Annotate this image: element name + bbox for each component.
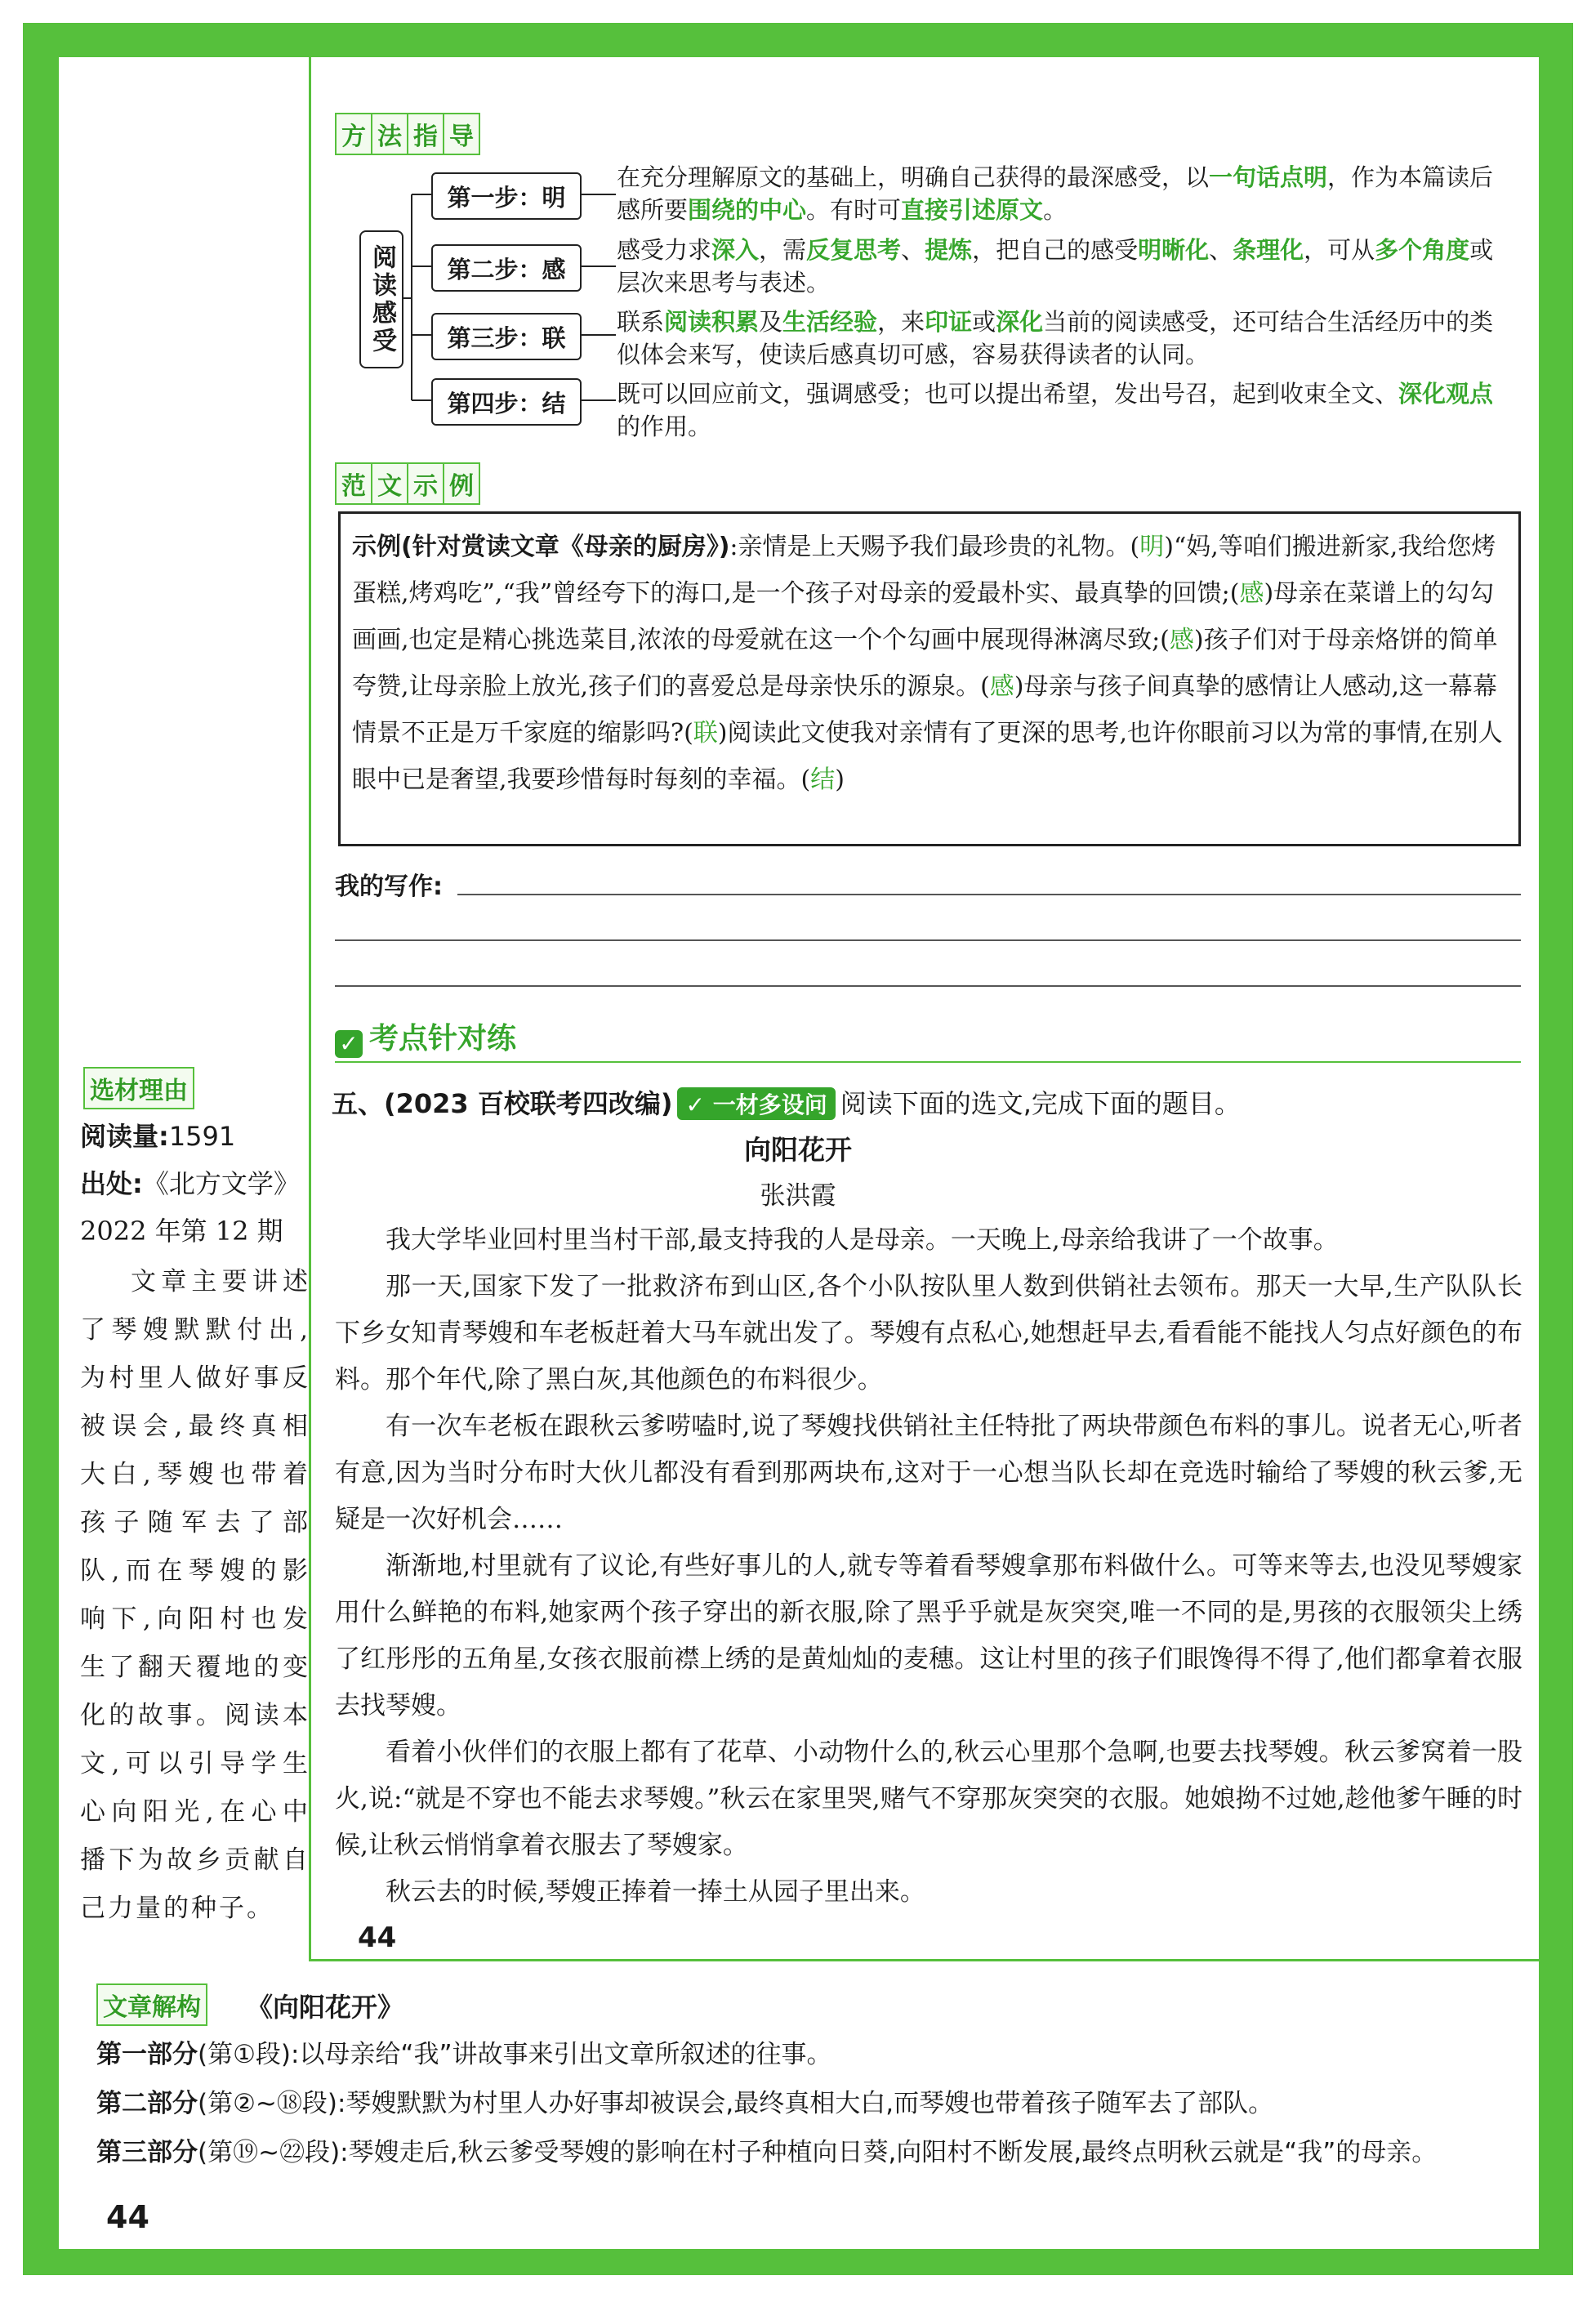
step-text-segment: ，可从 — [1304, 236, 1375, 264]
part-text: :琴嫂走后,秋云爹受琴嫂的影响在村子种植向日葵,向阳村不断发展,最终点明秋云就是“我”的母亲。 — [340, 2138, 1438, 2167]
highlight-text: 一句话点明 — [1209, 163, 1328, 191]
highlight-text: 反复思考 — [806, 236, 902, 264]
reading-value: 1591 — [168, 1121, 236, 1152]
analysis-part — [96, 2034, 1534, 2075]
highlight-text: 多个角度 — [1375, 236, 1470, 264]
step-3-label: 第三步：联 — [431, 313, 582, 360]
source-label: 出处: — [80, 1168, 143, 1199]
my-writing-label: 我的写作: — [335, 872, 443, 901]
step-1-text — [617, 161, 1507, 226]
writing-line[interactable] — [335, 939, 1521, 941]
tag-char: 例 — [444, 464, 479, 503]
step-text-segment: ，作为本篇读后感所要 — [617, 163, 1494, 224]
highlight-text: 明晰化 — [1138, 236, 1210, 264]
step-2-text — [617, 234, 1507, 299]
step-text-segment: 、 — [901, 236, 925, 264]
step-text-segment: 当前的阅读感受，还可结合生活经历中的类似体会来写，使读后感真切可感，容易获得读者的认同。 — [617, 308, 1494, 368]
article-paragraph: 有一次车老板在跟秋云爹唠嗑时,说了琴嫂找供销社主任特批了两块带颜色布料的事儿。说者无心,听者有意,因为当时分布时大伙儿都没有看到那两块布,这对于一心想当队长却在竞选时输给了琴嫂的秋云爹,无疑是一次好机会…… — [335, 1412, 1522, 1534]
highlight-text: 深化观点 — [1398, 380, 1494, 408]
question-badge: ✓ 一材多设问 — [677, 1087, 835, 1120]
issue: 2022 年第 12 期 — [80, 1216, 283, 1247]
writing-line[interactable] — [457, 894, 1521, 895]
example-segment: )阅读此文使我对亲情有了更深的思考,也许你眼前习以为常的事情,在别人眼中已是奢望,我要珍惜每时每刻的幸福。( — [352, 719, 1503, 794]
tag-char: 方 — [337, 114, 372, 154]
step-text-segment: ，需 — [759, 236, 807, 264]
analysis-tag-text: 文章解构 — [98, 1985, 206, 2024]
part-label: 第一部分 — [96, 2040, 198, 2069]
step-text-segment: 感受力求 — [617, 236, 712, 264]
step-text-segment: ，来 — [877, 308, 925, 336]
step-text-segment: 。有时可 — [806, 196, 902, 224]
step-text-segment: 或 — [972, 308, 996, 336]
example-mark: 感 — [1239, 579, 1264, 608]
step-text-segment: 在充分理解原文的基础上，明确自己获得的最深感受，以 — [617, 163, 1210, 191]
highlight-text: 条理化 — [1233, 236, 1304, 264]
step-text-segment: 既可以回应前文，强调感受；也可以提出希望，发出号召，起到收束全文、 — [617, 380, 1399, 408]
part-range: (第②~⑱段) — [198, 2089, 337, 2118]
example-box — [338, 511, 1521, 846]
step-text-segment: 的作用。 — [617, 413, 712, 440]
example-mark: 感 — [1169, 626, 1194, 654]
reading-count — [80, 1113, 310, 1160]
tag-char: 文 — [372, 464, 408, 503]
badge-text: 一材多设问 — [712, 1091, 827, 1118]
question-line — [332, 1083, 1241, 1121]
analysis-title: 《向阳花开》 — [247, 1992, 404, 2023]
step-text-segment: 联系 — [617, 308, 665, 336]
example-segment: :亲情是上天赐予我们最珍贵的礼物。( — [729, 533, 1140, 561]
step-connectors — [578, 163, 619, 425]
example-segment: )“妈,等咱们搬进新家,我给您烤蛋糕,烤鸡吃”,“我”曾经夸下的海口,是一个孩子对母亲的爱最朴实、最真挚的回馈;( — [352, 533, 1496, 608]
example-body — [352, 533, 1503, 794]
step-text-segment: 及 — [759, 308, 783, 336]
example-mark: 结 — [810, 765, 836, 794]
inner-page-number: 44 — [358, 1921, 397, 1954]
article-author: 张洪霞 — [760, 1181, 836, 1211]
sidebar-body: 文章主要讲述了琴嫂默默付出,为村里人做好事反被误会,最终真相大白,琴嫂也带着孩子随军去了部队,而在琴嫂的影响下,向阳村也发生了翻天覆地的变化的故事。阅读本文,可以引导学生心向阳光,在心中播下为故乡贡献自己力量的种子。 — [80, 1267, 310, 1923]
article-paragraph: 那一天,国家下发了一批救济布到山区,各个小队按队里人数到供销社去领布。那天一大早,生产队队长下乡女知青琴嫂和车老板赶着大马车就出发了。琴嫂有点私心,她想赶早去,看看能不能找人匀点好颜色的布料。那个年代,除了黑白灰,其他颜色的布料很少。 — [335, 1272, 1522, 1394]
step-3-text — [617, 306, 1507, 371]
step-text-segment: 、 — [1209, 236, 1233, 264]
part-label: 第二部分 — [96, 2089, 198, 2118]
step-1-label: 第一步：明 — [431, 172, 582, 220]
step-text-segment: 。 — [1043, 196, 1068, 224]
highlight-text: 深入 — [711, 236, 760, 264]
section-title-text: 考点针对练 — [369, 1022, 517, 1055]
tag-char: 指 — [408, 114, 444, 154]
step-bracket — [400, 163, 433, 425]
highlight-text: 印证 — [925, 308, 973, 336]
sidebar-tag-text: 选材理由 — [85, 1069, 193, 1108]
tag-char: 法 — [372, 114, 408, 154]
part-text: :琴嫂默默为村里人办好事却被误会,最终真相大白,而琴嫂也带着孩子随军去了部队。 — [337, 2089, 1274, 2118]
tag-char: 示 — [408, 464, 444, 503]
highlight-text: 提炼 — [925, 236, 973, 264]
check-icon: ✓ — [335, 1030, 363, 1058]
tag-char: 导 — [444, 114, 479, 154]
example-mark: 明 — [1139, 533, 1165, 561]
part-text: :以母亲给“我”讲故事来引出文章所叙述的往事。 — [290, 2040, 832, 2069]
example-segment: )孩子们对于母亲烙饼的简单夸赞,让母亲脸上放光,孩子们的喜爱总是母亲快乐的源泉。( — [352, 626, 1498, 701]
highlight-text: 深化 — [996, 308, 1044, 336]
article-title: 向阳花开 — [744, 1134, 852, 1166]
source-value: 《北方文学》 — [142, 1168, 300, 1199]
reading-label: 阅读量: — [80, 1121, 169, 1152]
method-guide-tag — [335, 113, 480, 155]
step-4-label: 第四步：结 — [431, 378, 582, 426]
reading-feeling-label: 阅读感受 — [359, 230, 403, 368]
step-text-segment: 或层次来思考与表述。 — [617, 236, 1494, 297]
part-range: (第①段) — [198, 2040, 291, 2069]
highlight-text: 阅读积累 — [664, 308, 760, 336]
analysis-tag — [96, 1983, 207, 2026]
article-paragraph: 看着小伙伴们的衣服上都有了花草、小动物什么的,秋云心里那个急啊,也要去找琴嫂。秋云爹窝着一股火,说:“就是不穿也不能去求琴嫂。”秋云在家里哭,赌气不穿那灰突突的衣服。她娘拗不过她,趁他爹午睡的时候,让秋云悄悄拿着衣服去了琴嫂家。 — [335, 1738, 1522, 1860]
tag-char: 范 — [337, 464, 372, 503]
section-title — [335, 1015, 1521, 1063]
inner-divider-horizontal — [309, 1959, 1539, 1961]
example-segment: ) — [835, 765, 845, 794]
analysis-part — [96, 2083, 1534, 2124]
example-segment: )母亲与孩子间真挚的感情让人感动,这一幕幕情景不正是万千家庭的缩影吗?( — [352, 672, 1498, 747]
step-2-label: 第二步：感 — [431, 244, 582, 292]
example-head: 示例(针对赏读文章《母亲的厨房》) — [352, 533, 730, 561]
step-4-text — [617, 377, 1507, 443]
example-mark: 联 — [693, 719, 718, 747]
part-range: (第⑲~㉒段) — [198, 2138, 341, 2167]
step-text-segment: ，把自己的感受 — [972, 236, 1139, 264]
page-frame-bottom — [23, 2246, 1573, 2275]
source — [80, 1160, 310, 1207]
question-prefix: 五、(2023 百校联考四改编) — [332, 1088, 673, 1119]
highlight-text: 生活经验 — [782, 308, 878, 336]
analysis-part — [96, 2132, 1534, 2173]
article-paragraph: 渐渐地,村里就有了议论,有些好事儿的人,就专等着看琴嫂拿那布料做什么。可等来等去,也没见琴嫂家用什么鲜艳的布料,她家两个孩子穿出的新衣服,除了黑乎乎就是灰突突,唯一不同的是,男孩的衣服领尖上绣了红彤彤的五角星,女孩衣服前襟上绣的是黄灿灿的麦穗。这让村里的孩子们眼馋得不得了,他们都拿着衣服去找琴嫂。 — [335, 1551, 1522, 1720]
sidebar-tag — [83, 1067, 194, 1109]
question-text: 阅读下面的选文,完成下面的题目。 — [840, 1088, 1241, 1119]
example-segment: )母亲在菜谱上的勾勾画画,也定是精心挑选菜目,浓浓的母爱就在这一个个勾画中展现得淋漓尽致;( — [352, 579, 1495, 654]
highlight-text: 围绕的中心 — [688, 196, 807, 224]
example-tag — [335, 462, 480, 505]
highlight-text: 直接引述原文 — [901, 196, 1044, 224]
article-paragraph: 我大学毕业回村里当村干部,最支持我的人是母亲。一天晚上,母亲给我讲了一个故事。 — [386, 1225, 1339, 1255]
article-paragraph: 秋云去的时候,琴嫂正捧着一捧土从园子里出来。 — [386, 1877, 925, 1907]
example-mark: 感 — [989, 672, 1014, 701]
part-label: 第三部分 — [96, 2138, 198, 2167]
page-number: 44 — [106, 2199, 149, 2235]
writing-line[interactable] — [335, 985, 1521, 987]
page-frame-top — [23, 23, 1573, 57]
